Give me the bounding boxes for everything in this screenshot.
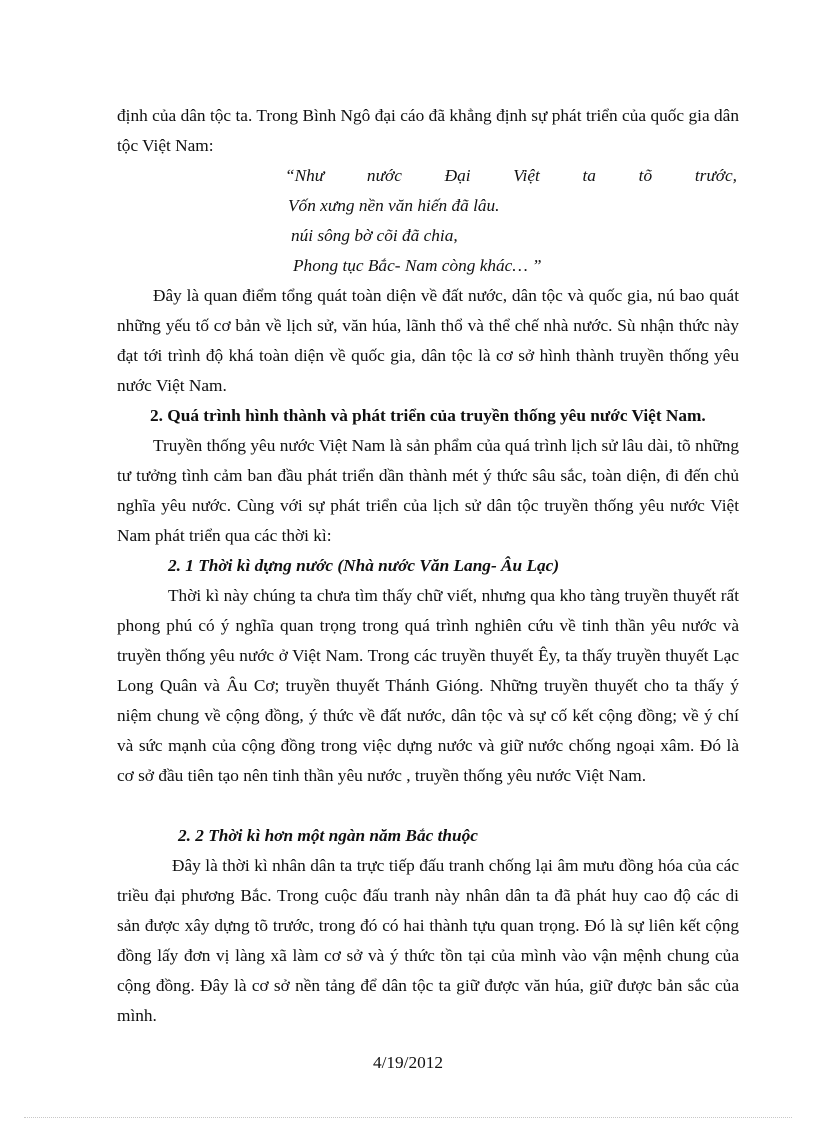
poem-line-4: Phong tục Bắc- Nam còng khác… ” [293, 256, 542, 275]
footer-date: 4/19/2012 [372, 1053, 444, 1072]
subsection-heading-2-2: 2. 2 Thời kì hơn một ngàn năm Bắc thuộc [178, 826, 478, 845]
poem-line-1: “Như nước Đại Việt ta tõ trước, [285, 166, 737, 185]
paragraph-founding-era: Thời kì này chúng ta chưa tìm thấy chữ viết, nhưng qua kho tàng truyền thuyết rất phong phú có ý nghĩa quan trọng trong quá trình nghiên cứu về tinh thần yêu nước và truyền thống yêu nước ở Việt Nam. Trong các truyền thuyết Êy, ta thấy truyền thuyết Lạc Long Quân và Âu Cơ; truyền thuyết Thánh Gióng. Những truyền thuyết cho ta thấy ý niệm chung về cộng đồng, ý thức về đất nước, dân tộc và sự cố kết cộng đồng; về ý chí và sức mạnh của cộng đồng trong việc dựng nước và giữ nước chống ngoại xâm. Đó là cơ sở đầu tiên tạo nên tinh thần yêu nước , truyền thống yêu nước Việt Nam. [117, 586, 739, 785]
page-bottom-divider [24, 1117, 792, 1118]
paragraph-tradition: Truyền thống yêu nước Việt Nam là sản phẩm của quá trình lịch sử lâu dài, tõ những tư tưởng tình cảm ban đầu phát triển dần thành mét ý thức sâu sắc, toàn diện, đi đến chủ nghĩa yêu nước. Cùng với sự phát triển của lịch sử dân tộc truyền thống yêu nước Việt Nam phát triển qua các thời kì: [117, 436, 739, 545]
poem-line-3: núi sông bờ cõi đã chia, [291, 226, 458, 245]
poem-line-2: Vốn xưng nền văn hiến đã lâu. [288, 196, 500, 215]
paragraph-overview: Đây là quan điểm tổng quát toàn diện về đất nước, dân tộc và quốc gia, nú bao quát những yếu tố cơ bản về lịch sử, văn húa, lãnh thổ và thể chế nhà nước. Sù nhận thức này đạt tới trình độ khá toàn diện về quốc gia, dân tộc là cơ sở hình thành truyền thống yêu nước Việt Nam. [117, 286, 739, 395]
subsection-heading-2-1: 2. 1 Thời kì dựng nước (Nhà nước Văn Lang- Âu Lạc) [168, 556, 560, 575]
paragraph-northern-domination: Đây là thời kì nhân dân ta trực tiếp đấu tranh chống lại âm mưu đồng hóa của các triều đại phương Bắc. Trong cuộc đấu tranh này nhân dân ta đã phát huy cao độ các di sản được xây dựng tõ trước, trong đó có hai thành tựu quan trọng. Đó là sự liên kết cộng đồng lấy đơn vị làng xã làm cơ sở và ý thức tồn tại của mình vào vận mệnh chung của cộng đồng. Đây là cơ sở nền tảng để dân tộc ta giữ được văn húa, giữ được bản sắc của mình. [117, 856, 739, 1025]
section-heading-2: 2. Quá trình hình thành và phát triển của truyền thống yêu nước Việt Nam. [150, 406, 706, 425]
paragraph-intro: định của dân tộc ta. Trong Bình Ngô đại cáo đã khẳng định sự phát triển của quốc gia dân tộc Việt Nam: [117, 106, 739, 155]
poem-quote [285, 161, 737, 281]
